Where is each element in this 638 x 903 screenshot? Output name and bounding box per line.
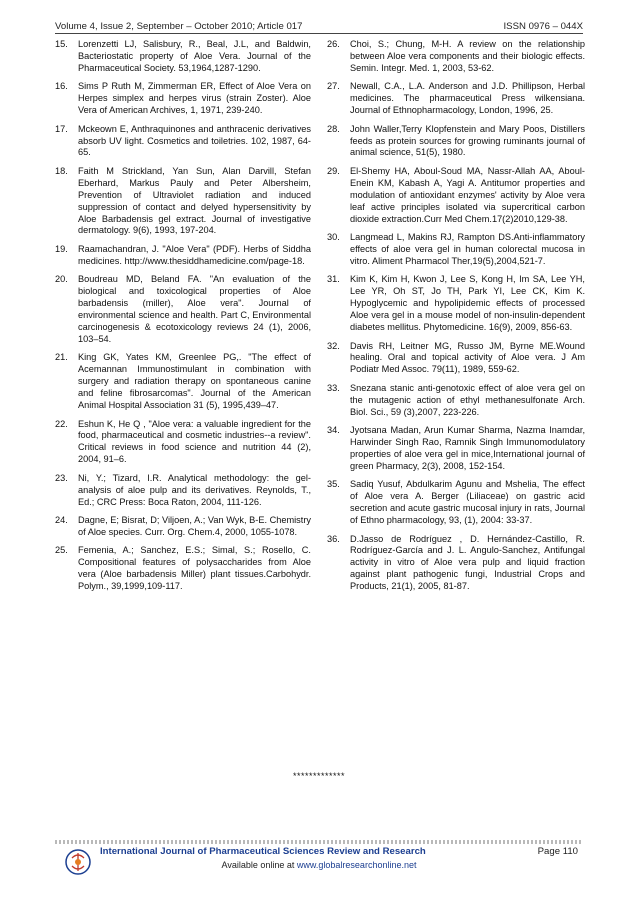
reference-item: [55, 419, 311, 467]
reference-item: [327, 232, 585, 268]
reference-text: Femenia, A.; Sanchez, E.S.; Simal, S.; Rosello, C. Compositional features of polysaccharides from Aloe vera (Aloe barbadensis Miller) plant tissues.Carbohydr. Polym., 39,1999,109-117.: [78, 545, 311, 592]
reference-item: [55, 515, 311, 539]
reference-number: 22.: [55, 418, 68, 429]
reference-number: 30.: [327, 232, 340, 243]
reference-text: D.Jasso de Rodríguez , D. Hernández-Castillo, R. Rodríguez-García and J. L. Angulo-Sanchez, Antifungal activity in vitro of Aloe vera pulp and liquid fraction against plant pathogenic fungi, Industrial Crops and Products, 21(1), 2005, 81-87.: [350, 533, 585, 592]
footer-online-label: Available online at: [221, 860, 297, 870]
journal-website-link[interactable]: www.globalresearchonline.net: [296, 860, 417, 870]
references-left-column: [55, 39, 311, 600]
reference-text: Davis RH, Leitner MG, Russo JM, Byrne ME.Wound healing. Oral and topical activity of Aloe vera. J Am Podiatr Med Assoc. 79(11), 1989, 559-62.: [350, 340, 585, 375]
reference-text: John Waller,Terry Klopfenstein and Mary Poos, Distillers feeds as protein sources for growing ruminants journal of animal science, 51(5), 1980.: [350, 123, 585, 158]
reference-item: [327, 274, 585, 334]
reference-text: Mckeown E, Anthraquinones and anthracenic derivatives absorb UV light. Cosmetics and toiletries. 102, 1987, 64-65.: [78, 123, 311, 158]
reference-number: 34.: [327, 425, 340, 436]
reference-text: Lorenzetti LJ, Salisbury, R., Beal, J.L, and Baldwin, Bacteriostatic property of Aloe Vera. Journal of the Pharmaceutical Society. 53,1964,1287-1290.: [78, 39, 311, 73]
reference-text: Jyotsana Madan, Arun Kumar Sharma, Nazma Inamdar, Harwinder Singh Rao, Ramnik Singh Immunomodulatory properties of aloe vera gel in mice,International journal of green Pharmacy, 2(3), 2008, 152-154.: [350, 425, 585, 471]
reference-item: [55, 473, 311, 509]
reference-item: [55, 81, 311, 117]
reference-text: Langmead L, Makins RJ, Rampton DS.Anti-inflammatory effects of aloe vera gel in human colorectal mucosa in vitro. Aliment Pharmacol Ther,19(5),2004,521-7.: [350, 232, 585, 266]
end-separator: *************: [292, 771, 346, 781]
reference-number: 33.: [327, 382, 340, 393]
header-divider: [55, 33, 583, 34]
reference-text: Snezana stanic anti-genotoxic effect of aloe vera gel on the mutagenic action of ethyl methanesulfonate Arch. Biol. Sci., 59 (3),2007, 223-226.: [350, 382, 585, 417]
reference-number: 19.: [55, 243, 68, 254]
footer-divider: [55, 840, 583, 844]
reference-item: [327, 534, 585, 594]
reference-number: 32.: [327, 340, 340, 351]
reference-text: Eshun K, He Q , "Aloe vera: a valuable ingredient for the food, pharmaceutical and cosmetic industries--a review". Critical reviews in food science and nutrition 44 (2), 2004, 91–6.: [78, 418, 311, 465]
reference-item: [55, 545, 311, 593]
reference-item: [55, 124, 311, 160]
reference-number: 31.: [327, 274, 340, 285]
reference-item: [327, 341, 585, 377]
reference-number: 21.: [55, 352, 68, 363]
reference-item: [327, 166, 585, 226]
reference-number: 17.: [55, 123, 68, 134]
reference-number: 36.: [327, 533, 340, 544]
reference-text: King GK, Yates KM, Greenlee PG,. "The effect of Acemannan Immunostimulant in combination with surgery and radiation therapy on spontaneous canine and feline fibrosarcomas". Journal of the American Animal Hospital Association 31 (5), 1995,439–47.: [78, 352, 311, 411]
reference-text: Sims P Ruth M, Zimmerman ER, Effect of Aloe Vera on Herpes simplex and herpes virus (strain Zoster). Aloe Vera of American Archives, 1, 1971, 239-240.: [78, 81, 311, 116]
reference-number: 15.: [55, 39, 68, 49]
reference-number: 20.: [55, 274, 68, 285]
reference-item: [327, 479, 585, 527]
reference-text: Choi, S.; Chung, M-H. A review on the relationship between Aloe vera components and their biologic effects. Semin. Integr. Med. 1, 2003, 53-62.: [350, 39, 585, 73]
footer-availability: [0, 860, 638, 870]
header-issn: ISSN 0976 – 044X: [503, 21, 583, 32]
reference-item: [55, 244, 311, 268]
reference-text: Boudreau MD, Beland FA. "An evaluation of the biological and toxicological properties of Aloe barbadensis (miller), Aloe vera". Journal of environmental science and health. Part C, Environmental carcinogenesis & ecotoxicology reviews 24 (1), 2006, 103–54.: [78, 274, 311, 344]
reference-item: [327, 124, 585, 160]
page-header: [55, 14, 583, 32]
page-number: Page 110: [537, 846, 578, 857]
reference-text: El-Shemy HA, Aboul-Soud MA, Nassr-Allah AA, Aboul-Enein KM, Kabash A, Yagi A. Antitumor properties and modulation of antioxidant enzymes' activity by Aloe vera leaf active principles isolated via supercritical carbon dioxide extraction.Curr Med Chem.17(2)2010,129-38.: [350, 165, 585, 224]
reference-item: [55, 166, 311, 237]
reference-text: Faith M Strickland, Yan Sun, Alan Darvill, Stefan Eberhard, Markus Pauly and Peter Albersheim, Prevention of Ultraviolet radiation and induced suppression of contact and delyed hypersensitivity by Aloe Barbadensis gel extract. Journal of investigative dermatology. 9(6), 1993, 197-204.: [78, 165, 311, 236]
reference-item: [55, 352, 311, 412]
reference-text: Dagne, E; Bisrat, D; Viljoen, A.; Van Wyk, B-E. Chemistry of Aloe species. Curr. Org. Chem.4, 2000, 1055-1078.: [78, 515, 311, 537]
reference-number: 29.: [327, 165, 340, 176]
reference-number: 24.: [55, 515, 68, 526]
reference-text: Sadiq Yusuf, Abdulkarim Agunu and Mshelia, The effect of Aloe vera A. Berger (Liliaceae) on gastric acid secretion and acute gastric mucosal injury in rats, Journal of Ethno pharmacology, 93, (1), 2004: 33-37.: [350, 479, 585, 526]
reference-number: 26.: [327, 39, 340, 49]
reference-item: [327, 425, 585, 473]
reference-number: 35.: [327, 479, 340, 490]
header-volume-info: Volume 4, Issue 2, September – October 2010; Article 017: [55, 21, 303, 32]
reference-item: [55, 39, 311, 75]
reference-item: [327, 81, 585, 117]
reference-text: Raamachandran, J. "Aloe Vera" (PDF). Herbs of Siddha medicines. http://www.thesiddhamedicine.com/page-18.: [78, 243, 311, 266]
reference-item: [327, 39, 585, 75]
reference-number: 23.: [55, 472, 68, 483]
reference-number: 16.: [55, 81, 68, 92]
footer-journal-name: International Journal of Pharmaceutical Sciences Review and Research: [100, 846, 426, 857]
reference-text: Newall, C.A., L.A. Anderson and J.D. Phillipson, Herbal medicines. The pharmaceutical Press wilkensiana. Journal of Ethnopharmacology, London, 1996, 25.: [350, 81, 585, 116]
reference-number: 28.: [327, 123, 340, 134]
reference-item: [327, 383, 585, 419]
references-right-column: [327, 39, 585, 600]
reference-text: Kim K, Kim H, Kwon J, Lee S, Kong H, Im SA, Lee YH, Lee YR, Oh ST, Jo TH, Park YI, Lee CK, Kim K. Hypoglycemic and hypolipidemic effects of processed Aloe vera gel in a mouse model of non-insulin-dependent diabetes mellitus. Phytomedicine. 16(9), 2009, 856-63.: [350, 274, 585, 332]
reference-number: 25.: [55, 545, 68, 556]
reference-number: 18.: [55, 165, 68, 176]
reference-item: [55, 274, 311, 345]
reference-number: 27.: [327, 81, 340, 92]
reference-text: Ni, Y.; Tizard, I.R. Analytical methodology: the gel-analysis of aloe pulp and its derivatives. Reynolds, T., Ed.; CRC Press: Boca Raton, 2004, 111-126.: [78, 472, 311, 507]
